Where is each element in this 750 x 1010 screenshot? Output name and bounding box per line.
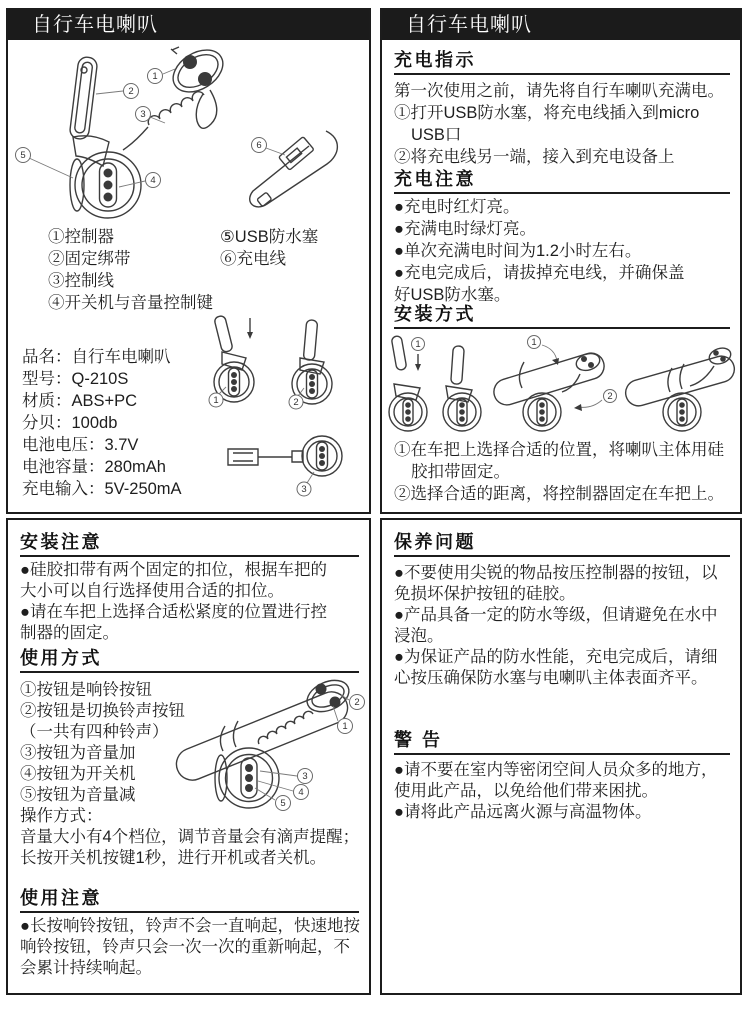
svg-text:5: 5 — [20, 150, 26, 161]
charging-guide-step: ①打开USB防水塞，将充电线插入到micro USB口 — [394, 104, 700, 144]
usage-callout-3 — [260, 769, 313, 784]
spec-line: 材质：ABS+PC — [22, 392, 138, 410]
parts-list-item: ①控制器 — [48, 228, 114, 246]
horn-body-drawing — [70, 152, 141, 218]
svg-text:1: 1 — [213, 395, 219, 406]
usage-operation-line: 音量大小有4个档位，调节音量会有滴声提醒； — [20, 828, 360, 846]
install-step-4 — [623, 345, 738, 431]
install-notes-heading: 安装注意 — [20, 532, 359, 557]
maintenance-section — [394, 532, 730, 557]
maintenance-item: ●不要使用尖锐的物品按压控制器的按钮，以免损坏保护按钮的硅胶。 — [394, 564, 718, 603]
coiled-cable-drawing — [123, 92, 204, 150]
spec-line: 电池容量：280mAh — [22, 458, 166, 476]
install-step-3 — [491, 336, 617, 432]
strap-arm-drawing — [69, 56, 109, 166]
maintenance-panel-body — [382, 520, 740, 993]
install-method-section — [394, 304, 730, 329]
parts-list-col1 — [48, 226, 213, 314]
callout-2 — [96, 84, 139, 99]
install-notes-text — [20, 560, 360, 644]
panel-product-overview — [6, 8, 371, 514]
callout-1 — [148, 69, 176, 84]
charging-panel-body — [382, 40, 740, 512]
mini-step-1 — [209, 315, 254, 407]
maintenance-text — [394, 563, 731, 689]
charging-steps-illustration — [204, 304, 364, 499]
install-method-text — [394, 439, 731, 505]
install-step-text: ②选择合适的距离，将控制器固定在车把上。 — [394, 485, 724, 503]
product-overview-illustration — [12, 45, 364, 223]
usage-operation-text — [20, 827, 360, 869]
install-method-heading: 安装方式 — [394, 304, 730, 329]
usage-notes-heading: 使用注意 — [20, 888, 359, 913]
maintenance-item: ●为保证产品的防水性能，充电完成后，请细心按压确保防水塞与电喇叭主体表面齐平。 — [394, 648, 718, 687]
charging-guide-step: ②将充电线另一端，接入到充电设备上 — [394, 148, 675, 166]
usage-note-item: ●长按响铃按钮，铃声不会一直响起，快速地按响铃按钮，铃声只会一次一次的重新响起，不会累计持续响起。 — [20, 917, 360, 977]
warning-text — [394, 760, 731, 823]
callout-6 — [252, 138, 286, 156]
warning-item: ●请不要在室内等密闭空间人员众多的地方，使用此产品，以免给他们带来困扰。 — [394, 761, 718, 800]
panel-header — [8, 10, 369, 40]
usage-button-item: ②按钮是切换铃声按钮 — [20, 702, 185, 720]
panel-charging-install — [380, 8, 742, 514]
panel-header — [382, 10, 740, 40]
svg-text:6: 6 — [256, 140, 262, 151]
usage-method-section — [20, 648, 359, 673]
spec-line: 型号：Q-210S — [22, 370, 129, 388]
svg-text:3: 3 — [302, 771, 308, 782]
install-step-2 — [443, 346, 481, 431]
install-notes-section — [20, 532, 359, 557]
usage-button-item: ③按钮为音量加 — [20, 744, 136, 762]
usage-operation-line: 长按开关机按键1秒，进行开机或者关机。 — [20, 849, 327, 867]
charging-note-item: ●充满电时绿灯亮。 — [394, 220, 536, 238]
warning-heading: 警 告 — [394, 730, 730, 755]
maintenance-heading: 保养问题 — [394, 532, 730, 557]
spec-line: 电池电压：3.7V — [22, 436, 139, 454]
usage-illustration — [165, 676, 370, 818]
usage-panel-body — [8, 520, 369, 993]
svg-text:3: 3 — [301, 484, 307, 495]
svg-text:1: 1 — [531, 337, 537, 348]
usage-button-item: 操作方式： — [20, 807, 103, 825]
charging-guide-heading: 充电指示 — [394, 50, 730, 75]
warning-item: ●请将此产品远离火源与高温物体。 — [394, 803, 652, 821]
parts-list-item: ③控制线 — [48, 272, 114, 290]
install-note-item: ●硅胶扣带有两个固定的扣位，根据车把的大小可以自行选择使用合适的扣位。 — [20, 561, 327, 600]
usage-button-item: ①按钮是响铃按钮 — [20, 681, 152, 699]
usage-notes-text — [20, 916, 360, 979]
charging-guide-intro: 第一次使用之前，请先将自行车喇叭充满电。 — [394, 82, 724, 100]
warning-section — [394, 730, 730, 755]
usage-callout-1 — [333, 706, 353, 734]
charging-guide-section — [394, 50, 730, 75]
mini-step-2 — [289, 320, 332, 409]
spec-list — [22, 346, 182, 500]
charging-guide-text — [394, 80, 731, 168]
callout-3 — [136, 107, 166, 124]
spec-line: 分贝：100db — [22, 414, 118, 432]
charging-notes-heading: 充电注意 — [394, 169, 730, 194]
maintenance-item: ●产品具备一定的防水等级，但请避免在水中浸泡。 — [394, 606, 718, 645]
panel-usage — [6, 518, 371, 995]
charging-note-item: ●单次充满电时间为1.2小时左右。 — [394, 242, 642, 260]
svg-text:5: 5 — [280, 798, 286, 809]
svg-text:2: 2 — [128, 86, 134, 97]
strap-band-drawing — [220, 721, 238, 751]
svg-text:1: 1 — [152, 71, 158, 82]
parts-list-item: ⑤USB防水塞 — [220, 228, 319, 246]
panel-maintenance-warning — [380, 518, 742, 995]
mini-step-3 — [228, 436, 342, 496]
product-panel-body — [8, 40, 369, 512]
usage-notes-section — [20, 888, 359, 913]
usage-button-item: ⑤按钮为音量减 — [20, 786, 136, 804]
horn-on-bar-drawing — [215, 748, 279, 808]
parts-list-item: ④开关机与音量控制键 — [48, 294, 213, 312]
charging-notes-section — [394, 169, 730, 194]
svg-text:1: 1 — [415, 339, 421, 350]
panel-title: 自行车电喇叭 — [406, 14, 532, 36]
callout-5 — [16, 148, 74, 179]
install-note-item: ●请在车把上选择合适松紧度的位置进行控制器的固定。 — [20, 603, 327, 642]
usage-button-item: （一共有四种铃声） — [20, 723, 169, 741]
charging-note-item: ●充电完成后，请拔掉充电线，并确保盖好USB防水塞。 — [394, 264, 685, 304]
spec-line: 品名：自行车电喇叭 — [22, 348, 171, 366]
svg-text:4: 4 — [150, 175, 156, 186]
svg-text:3: 3 — [140, 109, 146, 120]
panel-title: 自行车电喇叭 — [32, 14, 158, 36]
usage-button-item: ④按钮为开关机 — [20, 765, 136, 783]
parts-list-col2 — [220, 226, 318, 270]
usage-method-heading: 使用方式 — [20, 648, 359, 673]
svg-text:2: 2 — [354, 697, 360, 708]
spec-line: 充电输入：5V-250mA — [22, 480, 182, 498]
install-steps-illustration — [384, 332, 738, 436]
install-step-1 — [389, 335, 427, 431]
install-step-text: ①在车把上选择合适的位置，将喇叭主体用硅胶扣带固定。 — [394, 441, 724, 481]
charging-notes-text — [394, 196, 731, 306]
parts-list-item: ⑥充电线 — [220, 250, 286, 268]
controller-drawing — [166, 45, 231, 128]
svg-text:2: 2 — [607, 391, 613, 402]
svg-text:4: 4 — [298, 787, 304, 798]
parts-list-item: ②固定绑带 — [48, 250, 131, 268]
charging-note-item: ●充电时红灯亮。 — [394, 198, 520, 216]
svg-text:2: 2 — [293, 397, 299, 408]
svg-text:1: 1 — [342, 721, 348, 732]
